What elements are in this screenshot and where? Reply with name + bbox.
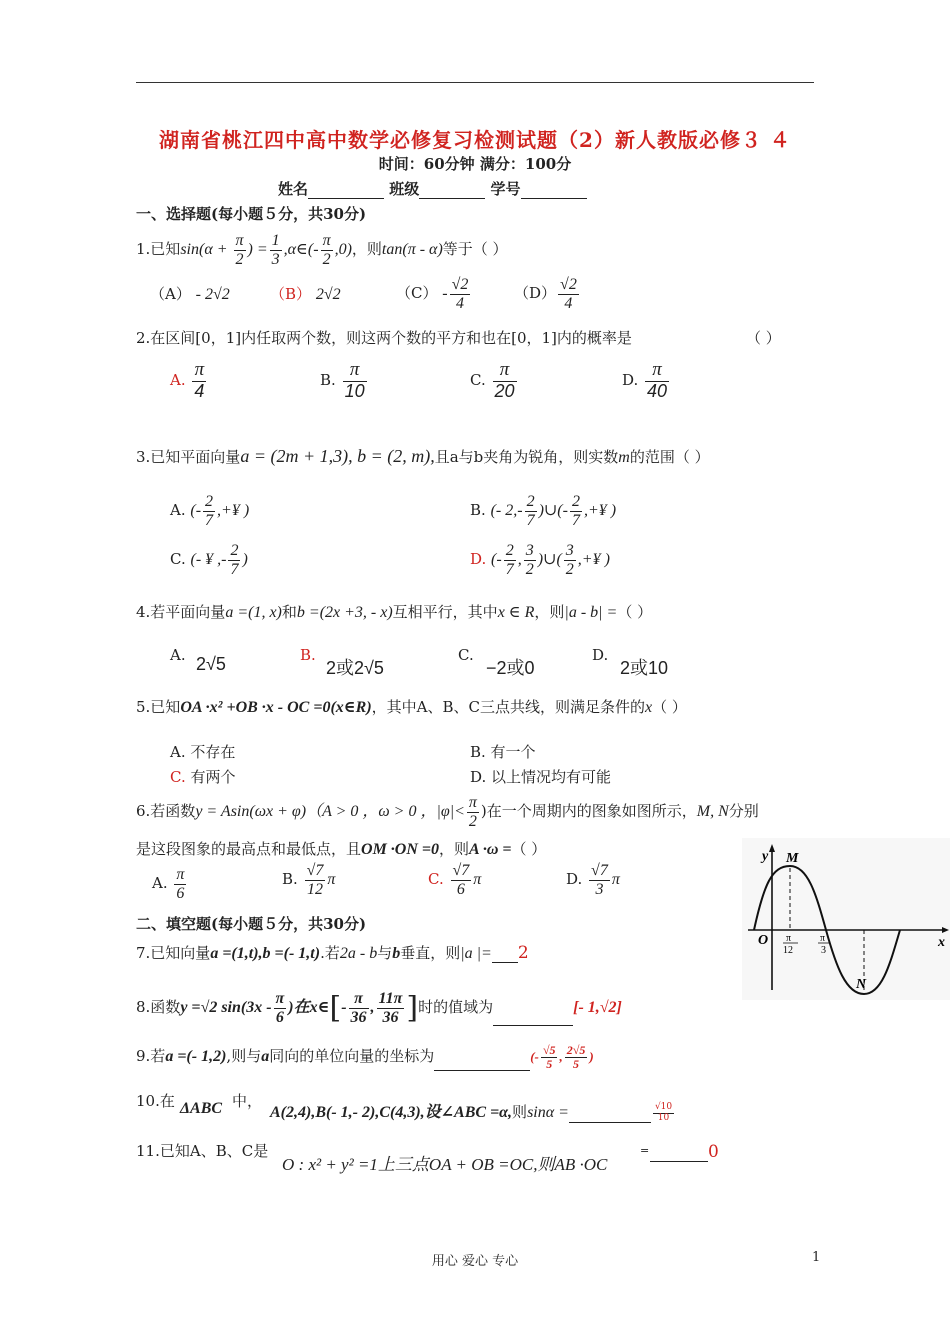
time-score-line: 时间：60分钟 满分：100分: [378, 155, 572, 173]
graph-tick2-num: π: [820, 933, 826, 944]
question-7-stem: 7.已知向量a =(1,t),b =(- 1,t).若2a - b与b垂直，则|a |= 2: [136, 943, 529, 963]
section-choice-heading: 一、选择题(每小题５分，共30分): [136, 205, 367, 223]
graph-y-label: y: [762, 849, 769, 864]
question-4-stem: 4.若平面向量a =(1, x)和b =(2x +3, - x)互相平行，其中x ∈ R，则|a - b| =（ ）: [136, 603, 653, 621]
q4-option-d[interactable]: D.: [592, 646, 609, 664]
graph-n-label: N: [856, 977, 867, 992]
q11-answer-line: [650, 1142, 719, 1162]
question-2-paren: （ ）: [746, 329, 781, 347]
question-6-stem-line2: 是这段图象的最高点和最低点，且OM ·ON =0，则A ·ω =（ ）: [136, 840, 547, 858]
q6-option-d[interactable]: D. $\frac{√7}{3}$ π: [566, 862, 620, 898]
q10-triangle: ΔABC: [180, 1100, 223, 1117]
page-footer: 用心 爱心 专心: [431, 1254, 519, 1269]
q5-option-b[interactable]: B. 有一个: [470, 743, 536, 761]
q4-option-b-value: 2或2√5: [326, 658, 384, 678]
name-label: 姓名: [278, 180, 309, 198]
page-title: 湖南省桃江四中高中数学必修复习检测试题（2）新人教版必修３ ４: [159, 128, 791, 152]
q4-option-a-value: 2√5: [196, 654, 226, 674]
q11-answer-blank[interactable]: [650, 1161, 708, 1162]
question-2-stem: 2.在区间[0，1]内任取两个数，则这两个数的平方和也在[0，1]内的概率是: [136, 329, 632, 347]
graph-tick2-den: 3: [821, 945, 826, 956]
q10-expr: A(2,4),B(- 1,- 2),C(4,3),设∠ABC =α,则sinα = $\frac{√10}{10}$: [270, 1101, 673, 1123]
q2-option-d[interactable]: D. $\frac{\pi}{40}$: [622, 359, 668, 401]
q4-option-a[interactable]: A.: [170, 646, 186, 664]
q4-option-c[interactable]: C.: [458, 646, 474, 664]
graph-origin-label: O: [758, 933, 769, 948]
q9-answer: (- $\frac{√5}{5}$ , $\frac{2√5}{5}$ ): [530, 1043, 594, 1072]
q4-option-d-value: 2或10: [620, 658, 669, 678]
top-rule: [136, 82, 814, 83]
question-10-stem: 10.在: [136, 1092, 175, 1110]
graph-tick1-num: π: [786, 933, 792, 944]
q3-option-d[interactable]: D. (- $\frac{2}{7}$ , $\frac{3}{2}$ )∪( $\frac{3}{2}$ ,+¥ ): [470, 542, 610, 578]
question-11-stem: 11.已知A、B、C是: [136, 1142, 269, 1160]
q11-expr: O : x² + y² =1上三点OA + OB =OC,则AB ·OC: [282, 1155, 608, 1174]
class-label: 班级: [389, 180, 420, 198]
q5-option-d[interactable]: D. 以上情况均有可能: [470, 768, 612, 786]
q7-answer-blank[interactable]: [492, 962, 518, 963]
id-label: 学号: [490, 180, 521, 198]
section-fill-heading: 二、填空题(每小题５分，共30分): [136, 915, 367, 933]
q6-option-a[interactable]: A. $\frac{\pi}{6}$: [152, 866, 185, 902]
q3-option-b[interactable]: B. (- 2,- $\frac{2}{7}$ )∪(- $\frac{2}{7}$ ,+¥ ): [470, 493, 617, 529]
q6-option-c[interactable]: C. $\frac{√7}{6}$ π: [428, 862, 482, 898]
sine-graph: [742, 838, 950, 1000]
q1-option-a[interactable]: （A） - 2√2: [150, 285, 230, 303]
q2-option-b[interactable]: B. $\frac{\pi}{10}$: [320, 359, 365, 401]
q11-answer: 0: [708, 1142, 719, 1162]
q10-mid: 中，: [232, 1092, 263, 1110]
q6-option-b[interactable]: B. $\frac{√7}{12}$ π: [282, 862, 336, 898]
q9-answer-blank[interactable]: [434, 1070, 530, 1071]
q11-eq: =: [640, 1144, 650, 1157]
q10-answer-blank[interactable]: [569, 1122, 651, 1123]
page-number: 1: [812, 1250, 821, 1265]
question-8-stem: 8.函数y =√2 sin(3x - $\frac{\pi}{6}$ )在x∈[- $\frac{\pi}{36}$ , $\frac{11\pi}{36}$ ]时的值域为 [- 1,√2]: [136, 990, 622, 1026]
q1-option-b[interactable]: （B） 2√2: [270, 285, 341, 303]
q3-option-c[interactable]: C. (- ¥ ,- $\frac{2}{7}$ ): [170, 542, 248, 578]
q3-option-a[interactable]: A. (- $\frac{2}{7}$ ,+¥ ): [170, 493, 250, 529]
student-info-line: [278, 178, 587, 199]
graph-tick1-den: 12: [783, 945, 793, 956]
q5-option-a[interactable]: A. 不存在: [170, 743, 236, 761]
question-9-stem: 9.若a =(- 1,2),则与a同向的单位向量的坐标为 (- $\frac{√5}{5}$ , $\frac{2√5}{5}$ ): [136, 1043, 594, 1072]
class-field[interactable]: [419, 198, 485, 199]
q1-option-c[interactable]: （C） - $\frac{√2}{4}$: [396, 276, 469, 312]
id-field[interactable]: [521, 198, 587, 199]
q2-option-c[interactable]: C. $\frac{\pi}{20}$: [470, 359, 515, 401]
graph-m-label: M: [786, 851, 799, 866]
question-5-stem: 5.已知OA ·x² +OB ·x - OC =0(x∈R)，其中A、B、C三点共线，则满足条件的x（ ）: [136, 698, 687, 716]
q2-option-a[interactable]: A. $\frac{\pi}{4}$: [170, 359, 205, 401]
q1-option-d[interactable]: （D） $\frac{√2}{4}$: [514, 276, 577, 312]
question-3-stem: 3.已知平面向量a = (2m + 1,3), b = (2, m),且a与b夹角为锐角，则实数m的范围（ ）: [136, 446, 710, 466]
q4-option-c-value: −2或0: [486, 658, 535, 678]
q7-answer: 2: [517, 943, 529, 963]
q5-option-c[interactable]: C. 有两个: [170, 768, 236, 786]
question-6-stem: 6.若函数y = Asin(ωx + φ)（A > 0 ，ω > 0 ，|φ|< $\frac{\pi}{2}$ )在一个周期内的图象如图所示，M, N分别: [136, 794, 759, 830]
name-field[interactable]: [308, 198, 384, 199]
question-1-stem: 1.已知sin(α + $\frac{\pi}{2}$ ) = $\frac{1}{3}$ ,α∈(- $\frac{\pi}{2}$ ,0)，则tan(π - α)等于（ ）: [136, 232, 508, 268]
q8-answer: [- 1,√2]: [573, 999, 622, 1017]
q8-answer-blank[interactable]: [493, 1025, 573, 1026]
q10-answer: $\frac{√10}{10}$: [654, 1101, 673, 1123]
graph-x-label: x: [938, 935, 945, 950]
q4-option-b[interactable]: B.: [300, 646, 316, 664]
